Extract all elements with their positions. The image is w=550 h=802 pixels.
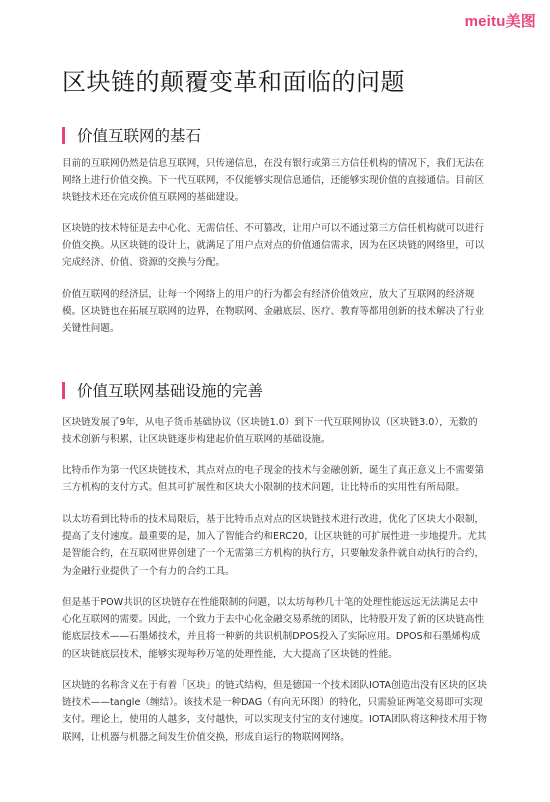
section-title: 价值互联网的基石 <box>77 127 202 145</box>
text-line: 区块链的技术特征是去中心化、无需信任、不可篡改，让用户可以不通过第三方信任机构就可以进行 <box>62 223 485 234</box>
text-line: 价值交换。从区块链的设计上，就满足了用户点对点的价值通信需求，因为在区块链的网络里，可以 <box>62 240 485 252</box>
paragraph <box>62 155 490 207</box>
text-line: 心化互联网的需要。因此，一个致力于去中心化金融交易系统的团队，比特股开发了新的区块链高性 <box>62 614 485 626</box>
text-line: 网络上进行价值交换。下一代互联网，不仅能够实现信息通信，还能够实现价值的直接通信。目前区 <box>62 175 485 187</box>
paragraph <box>62 286 490 338</box>
text-line: 价值互联网的经济层，让每一个网络上的用户的行为都会有经济价值效应，放大了互联网的经济规 <box>62 289 475 300</box>
text-line: 三方机构的支付方式。但其可扩展性和区块大小限制的技术问题，让比特币的实用性有所局限。 <box>62 482 465 494</box>
accent-bar <box>62 127 65 144</box>
meitu-logo: meitu美图 <box>464 13 536 30</box>
text-line: 比特币作为第一代区块链技术，其点对点的电子现金的技术与金融创新，诞生了真正意义上不需要第 <box>62 465 485 476</box>
text-line: 链技术——tangle（缠结）。该技术是一种DAG（有向无环图）的特化，只需验证两笔交易即可实现 <box>62 697 483 709</box>
accent-bar <box>62 382 65 399</box>
paragraph <box>62 677 490 746</box>
paragraph <box>62 462 490 496</box>
paragraph <box>62 511 490 580</box>
text-line: 但是基于POW共识的区块链存在性能限制的问题，以太坊每秒几十笔的处理性能远远无法满足去中 <box>62 597 479 608</box>
text-line: 联网，让机器与机器之间发生价值交换，形成自运行的物联网网络。 <box>62 731 350 743</box>
text-line: 区块链的名称含义在于有着「区块」的链式结构，但是德国一个技术团队IOTA创造出没有区块的区块 <box>62 680 487 691</box>
text-line: 块链技术还在完成价值互联网的基础建设。 <box>62 192 245 204</box>
paragraph <box>62 594 490 663</box>
paragraph <box>62 220 490 272</box>
text-line: 能底层技术——石墨烯技术，并且将一种新的共识机制DPOS投入了实际应用。DPOS和石墨烯构成 <box>62 631 481 643</box>
paragraph <box>62 414 490 448</box>
text-line: 的区块链底层技术，能够实现每秒万笔的处理性能，大大提高了区块链的性能。 <box>62 648 398 660</box>
text-line: 目前的互联网仍然是信息互联网，只传递信息，在没有银行或第三方信任机构的情况下，我们无法在 <box>62 158 485 169</box>
text-line: 区块链发展了9年，从电子货币基础协议（区块链1.0）到下一代互联网协议（区块链3.0），无数的 <box>62 417 478 428</box>
text-line: 为金融行业提供了一个有力的合约工具。 <box>62 565 235 577</box>
text-line: 技术创新与积累，让区块链逐步构建起价值互联网的基础设施。 <box>62 434 331 446</box>
text-line: 模。区块链也在拓展互联网的边界，在物联网、金融底层、医疗、教育等都用创新的技术解决了行业 <box>62 306 485 318</box>
text-line: 是智能合约，在互联网世界创建了一个无需第三方机构的执行方，只要触发条件就自动执行的合约， <box>62 548 485 560</box>
text-line: 以太坊看到比特币的技术局限后，基于比特币点对点的区块链技术进行改进，优化了区块大小限制， <box>62 514 485 525</box>
text-line: 支付。理论上，使用的人越多，支付越快，可以实现支付宝的支付速度。IOTA团队将这种技术用于物 <box>62 714 487 726</box>
text-line: 关键性问题。 <box>62 323 120 335</box>
section-heading-1 <box>62 124 201 146</box>
page-title: 区块链的颠覆变革和面临的问题 <box>62 68 405 96</box>
section-heading-2 <box>62 379 263 401</box>
text-line: 提高了支付速度。最重要的是，加入了智能合约和ERC20，让区块链的可扩展性进一步地提升。尤其 <box>62 531 487 543</box>
text-line: 完成经济、价值、资源的交换与分配。 <box>62 257 226 269</box>
section-title: 价值互联网基础设施的完善 <box>77 382 264 400</box>
